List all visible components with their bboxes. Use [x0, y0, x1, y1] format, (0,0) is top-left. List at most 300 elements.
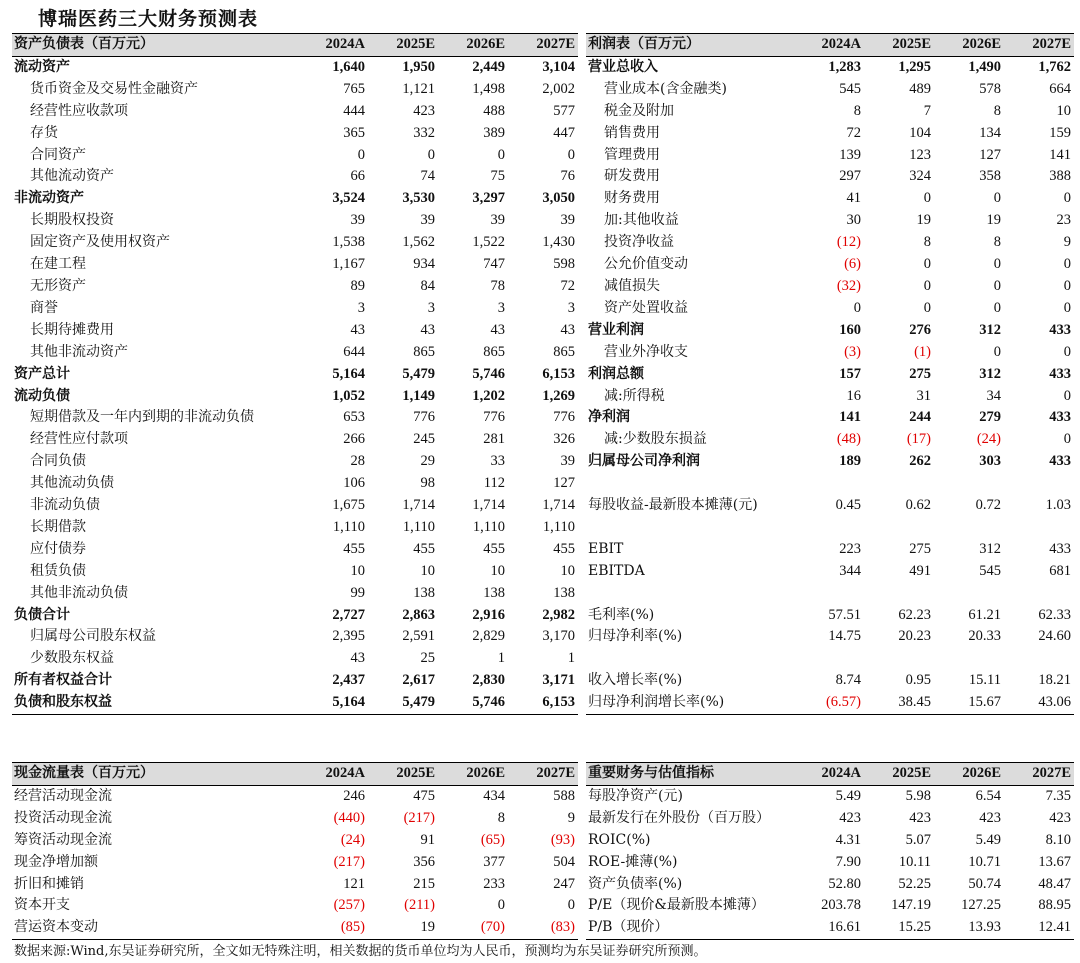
- table-row: [586, 166, 1074, 188]
- row-value: 5.07: [905, 831, 931, 848]
- row-value: 681: [1049, 562, 1071, 579]
- row-value: 324: [909, 168, 931, 185]
- row-value: 30: [846, 212, 861, 229]
- table-row: [12, 101, 578, 123]
- row-value: 5,164: [298, 692, 368, 714]
- row-label: 减值损失: [604, 277, 660, 294]
- table-row: [586, 852, 1074, 874]
- row-value: 16.61: [794, 917, 864, 939]
- row-value: 1,714: [402, 497, 435, 514]
- row-label: EBITDA: [588, 562, 645, 579]
- row-value: 423: [839, 809, 861, 826]
- row-value: 0: [993, 299, 1001, 316]
- row-value: 127.25: [961, 897, 1001, 914]
- row-value: 0: [357, 146, 365, 163]
- row-value: 244: [909, 409, 931, 426]
- row-value: 12.41: [1004, 917, 1074, 939]
- row-value: 3,297: [472, 190, 505, 207]
- row-value: 19: [986, 212, 1001, 229]
- row-value: 0: [567, 146, 575, 163]
- row-label: 非流动资产: [14, 190, 84, 207]
- table-header-row: [586, 34, 1074, 57]
- year-header: 2027E: [508, 763, 578, 786]
- row-label: 筹资活动现金流: [14, 831, 112, 848]
- table-row: [12, 298, 578, 320]
- row-label: 资产总计: [14, 365, 70, 382]
- row-value: 433: [1049, 321, 1071, 338]
- row-value: 0: [993, 190, 1001, 207]
- row-label: 其他流动资产: [30, 168, 114, 185]
- row-value: 545: [839, 80, 861, 97]
- year-header: 2026E: [438, 34, 508, 57]
- table-row: [12, 808, 578, 830]
- row-label: [586, 648, 794, 670]
- row-label: 加:其他收益: [604, 212, 679, 229]
- table-row: [12, 342, 578, 364]
- row-value: 0.62: [905, 497, 931, 514]
- row-value: 3,050: [542, 190, 575, 207]
- year-header: 2027E: [508, 34, 578, 57]
- row-value: 10.11: [898, 853, 931, 870]
- row-value: 455: [413, 540, 435, 557]
- row-value: 15.67: [934, 692, 1004, 714]
- table-row: [586, 670, 1074, 692]
- row-value: 433: [1049, 453, 1071, 470]
- row-value: 43: [490, 321, 505, 338]
- row-label: 固定资产及使用权资产: [30, 234, 170, 251]
- row-value: 475: [413, 787, 435, 804]
- row-value: 141: [1049, 146, 1071, 163]
- row-value: 43: [420, 321, 435, 338]
- row-label: P/B（现价）: [586, 917, 794, 939]
- row-value: 3,530: [402, 190, 435, 207]
- row-value: 0: [993, 343, 1001, 360]
- row-label: 现金净增加额: [14, 853, 98, 870]
- row-value: 455: [553, 540, 575, 557]
- row-value: 247: [553, 875, 575, 892]
- row-label: 归属母公司股东权益: [30, 628, 156, 645]
- row-value: 297: [839, 168, 861, 185]
- row-value: 545: [979, 562, 1001, 579]
- year-header: 2027E: [1004, 34, 1074, 57]
- income-statement-table: [586, 33, 1074, 715]
- row-value: 332: [413, 124, 435, 141]
- year-header: 2025E: [864, 763, 934, 786]
- row-value: 48.47: [1038, 875, 1071, 892]
- row-value: 0: [497, 897, 505, 914]
- row-value: 2,830: [472, 672, 505, 689]
- row-value: 598: [553, 256, 575, 273]
- row-label: 负债和股东权益: [12, 692, 298, 714]
- row-value: (440): [333, 809, 365, 826]
- row-label: 管理费用: [604, 146, 660, 163]
- row-value: 489: [909, 80, 931, 97]
- row-value: 2,916: [472, 606, 505, 623]
- row-value: 1,269: [542, 387, 575, 404]
- row-value: (85): [298, 917, 368, 939]
- row-label: 研发费用: [604, 168, 660, 185]
- row-label: 销售费用: [604, 124, 660, 141]
- row-value: 20.33: [968, 628, 1001, 645]
- row-value: 312: [979, 321, 1001, 338]
- row-label: 营业总收入: [588, 58, 658, 75]
- row-value: 433: [1049, 365, 1071, 382]
- table-row: [586, 429, 1074, 451]
- row-value: 1,714: [472, 497, 505, 514]
- row-value: 10: [490, 562, 505, 579]
- row-value: 2,395: [332, 628, 365, 645]
- row-value: [794, 648, 864, 670]
- row-value: 16: [846, 387, 861, 404]
- row-value: 865: [553, 343, 575, 360]
- row-value: 246: [343, 787, 365, 804]
- row-value: 377: [483, 853, 505, 870]
- table-row: [586, 188, 1074, 210]
- table-row: [586, 342, 1074, 364]
- row-value: 3,170: [542, 628, 575, 645]
- row-value: 112: [483, 475, 505, 492]
- table-row: [12, 56, 578, 78]
- table-header-title: 利润表（百万元）: [586, 34, 794, 57]
- row-value: 491: [909, 562, 931, 579]
- table-row: [12, 785, 578, 807]
- row-value: 106: [343, 475, 365, 492]
- row-label: 合同资产: [30, 146, 86, 163]
- row-label: ROE-摊薄(%): [588, 853, 678, 870]
- row-value: 0: [923, 190, 931, 207]
- row-value: 653: [343, 409, 365, 426]
- row-label: 经营活动现金流: [14, 787, 112, 804]
- row-value: 57.51: [828, 606, 861, 623]
- row-value: 98: [420, 475, 435, 492]
- row-value: 8: [923, 234, 931, 251]
- row-value: 9: [1063, 234, 1071, 251]
- table-row: [12, 561, 578, 583]
- row-value: 388: [1049, 168, 1071, 185]
- row-value: 99: [350, 584, 365, 601]
- table-row: [12, 605, 578, 627]
- table-row: [586, 917, 1074, 939]
- table-row: [12, 692, 578, 714]
- row-label: 应付债券: [30, 540, 86, 557]
- row-value: 5,746: [472, 365, 505, 382]
- row-value: 72: [560, 277, 575, 294]
- row-value: [794, 473, 864, 495]
- row-value: 6,153: [542, 365, 575, 382]
- row-value: 776: [553, 409, 575, 426]
- table-row: [586, 56, 1074, 78]
- year-header: 2026E: [438, 763, 508, 786]
- table-row: [12, 386, 578, 408]
- row-value: 203.78: [821, 897, 861, 914]
- row-value: 0: [1063, 343, 1071, 360]
- row-label: 最新发行在外股份（百万股）: [588, 809, 770, 826]
- row-value: 433: [1049, 540, 1071, 557]
- row-value: (65): [480, 831, 505, 848]
- row-value: 275: [909, 540, 931, 557]
- row-value: 588: [553, 787, 575, 804]
- row-value: 1,714: [542, 497, 575, 514]
- row-value: 276: [909, 321, 931, 338]
- row-value: 1,640: [332, 58, 365, 75]
- row-value: 1,522: [472, 234, 505, 251]
- row-value: 7: [923, 102, 931, 119]
- row-value: 2,982: [542, 606, 575, 623]
- row-value: 31: [916, 387, 931, 404]
- row-value: 5.49: [835, 787, 861, 804]
- row-label: 投资活动现金流: [14, 809, 112, 826]
- table-row: [586, 874, 1074, 896]
- row-value: 160: [839, 321, 861, 338]
- row-value: 157: [839, 365, 861, 382]
- row-value: 5,479: [402, 365, 435, 382]
- row-value: 423: [1049, 809, 1071, 826]
- row-label: 短期借款及一年内到期的非流动负债: [30, 409, 254, 426]
- row-value: 147.19: [891, 897, 931, 914]
- row-label: 归母净利率(%): [588, 628, 683, 645]
- row-label: 少数股东权益: [30, 650, 114, 667]
- row-value: (211): [404, 897, 435, 914]
- row-value: 7.90: [835, 853, 861, 870]
- row-value: 18.21: [1038, 672, 1071, 689]
- row-value: 3: [497, 299, 505, 316]
- row-label: 长期待摊费用: [30, 321, 114, 338]
- row-value: (17): [906, 431, 931, 448]
- row-label: 在建工程: [30, 256, 86, 273]
- table-row: [586, 407, 1074, 429]
- table-row: [586, 232, 1074, 254]
- row-value: 39: [420, 212, 435, 229]
- row-value: 281: [483, 431, 505, 448]
- cash-flow-table: [12, 762, 578, 940]
- row-value: 358: [979, 168, 1001, 185]
- year-header: 2024A: [298, 34, 368, 57]
- row-value: 1: [567, 650, 575, 667]
- row-label: 税金及附加: [604, 102, 674, 119]
- table-row: [586, 495, 1074, 517]
- row-value: 88.95: [1038, 897, 1071, 914]
- table-row: [12, 210, 578, 232]
- table-row: [586, 648, 1074, 670]
- row-value: 1,490: [968, 58, 1001, 75]
- row-value: 2,591: [402, 628, 435, 645]
- row-value: 76: [560, 168, 575, 185]
- row-value: 3,524: [332, 190, 365, 207]
- table-row: [586, 830, 1074, 852]
- row-label: 商誉: [30, 299, 58, 316]
- table-row: [586, 583, 1074, 605]
- row-value: 275: [909, 365, 931, 382]
- table-row: [12, 670, 578, 692]
- row-value: 2,437: [332, 672, 365, 689]
- balance-sheet-table: [12, 33, 578, 715]
- row-value: 3,104: [542, 58, 575, 75]
- row-value: 0.45: [835, 497, 861, 514]
- table-row: [586, 145, 1074, 167]
- row-value: [1004, 583, 1074, 605]
- row-value: (24): [976, 431, 1001, 448]
- table-header-title: 重要财务与估值指标: [586, 763, 794, 786]
- row-label: ROIC(%): [588, 831, 651, 848]
- row-value: 2,617: [402, 672, 435, 689]
- row-value: 104: [909, 124, 931, 141]
- row-value: 0: [1063, 299, 1071, 316]
- row-label: [586, 473, 794, 495]
- row-value: 20.23: [898, 628, 931, 645]
- row-value: 33: [490, 453, 505, 470]
- row-value: [934, 517, 1004, 539]
- row-value: 10: [350, 562, 365, 579]
- row-value: [1004, 517, 1074, 539]
- row-label: 减:少数股东损益: [604, 431, 707, 448]
- row-value: 74: [420, 168, 435, 185]
- row-value: 5.49: [975, 831, 1001, 848]
- row-label: 收入增长率(%): [588, 672, 683, 689]
- row-value: 1,121: [402, 80, 435, 97]
- table-row: [12, 276, 578, 298]
- row-value: 3: [567, 299, 575, 316]
- table-row: [12, 539, 578, 561]
- row-value: 43.06: [1004, 692, 1074, 714]
- row-label: 长期借款: [30, 518, 86, 535]
- row-value: 5,164: [332, 365, 365, 382]
- row-value: 2,863: [402, 606, 435, 623]
- row-value: 262: [909, 453, 931, 470]
- row-label: 每股净资产(元): [588, 787, 683, 804]
- row-value: 279: [979, 409, 1001, 426]
- row-value: [864, 583, 934, 605]
- row-value: 24.60: [1038, 628, 1071, 645]
- row-value: (257): [333, 897, 365, 914]
- row-value: 934: [413, 256, 435, 273]
- row-value: 0: [993, 277, 1001, 294]
- row-value: 8: [497, 809, 505, 826]
- table-header-row: [586, 763, 1074, 786]
- row-value: 7.35: [1045, 787, 1071, 804]
- row-value: 25: [420, 650, 435, 667]
- row-value: 245: [413, 431, 435, 448]
- data-source-note: 数据来源:Wind,东吴证券研究所，全文如无特殊注明，相关数据的货币单位均为人民币，预测均为东吴证券研究所预测。: [14, 944, 707, 959]
- row-value: 61.21: [968, 606, 1001, 623]
- table-row: [586, 364, 1074, 386]
- row-value: 1,110: [402, 518, 435, 535]
- row-value: 0: [1063, 387, 1071, 404]
- row-label: 资产负债率(%): [588, 875, 683, 892]
- row-value: 5.98: [905, 787, 931, 804]
- table-row: [12, 874, 578, 896]
- table-row: [12, 451, 578, 473]
- row-value: 356: [413, 853, 435, 870]
- row-value: [1004, 648, 1074, 670]
- row-value: 1,562: [402, 234, 435, 251]
- table-header-row: [12, 34, 578, 57]
- row-label: 毛利率(%): [588, 606, 655, 623]
- row-value: 1,295: [898, 58, 931, 75]
- row-value: 776: [483, 409, 505, 426]
- row-value: 0: [427, 146, 435, 163]
- row-value: 89: [350, 277, 365, 294]
- row-value: 9: [567, 809, 575, 826]
- row-label: 净利润: [588, 409, 630, 426]
- year-header: 2025E: [864, 34, 934, 57]
- row-label: 营运资本变动: [12, 917, 298, 939]
- year-header: 2027E: [1004, 763, 1074, 786]
- row-label: 财务费用: [604, 190, 660, 207]
- table-row: [586, 101, 1074, 123]
- table-row: [12, 495, 578, 517]
- row-value: 312: [979, 540, 1001, 557]
- table-row: [12, 123, 578, 145]
- row-value: 0.95: [905, 672, 931, 689]
- table-row: [586, 895, 1074, 917]
- table-row: [586, 320, 1074, 342]
- table-header-title: 现金流量表（百万元）: [12, 763, 298, 786]
- year-header: 2024A: [794, 34, 864, 57]
- row-value: (24): [340, 831, 365, 848]
- table-row: [12, 648, 578, 670]
- row-value: 1,110: [332, 518, 365, 535]
- valuation-table: [586, 762, 1074, 940]
- row-value: 23: [1056, 212, 1071, 229]
- row-value: 8: [993, 234, 1001, 251]
- row-value: 13.67: [1038, 853, 1071, 870]
- row-value: 13.93: [934, 917, 1004, 939]
- row-value: 577: [553, 102, 575, 119]
- row-label: 公允价值变动: [604, 256, 688, 273]
- row-value: 10: [1056, 102, 1071, 119]
- row-value: 2,727: [332, 606, 365, 623]
- year-header: 2024A: [794, 763, 864, 786]
- row-value: 1,202: [472, 387, 505, 404]
- row-value: 66: [350, 168, 365, 185]
- table-row: [586, 276, 1074, 298]
- row-value: 344: [839, 562, 861, 579]
- row-value: 8: [993, 102, 1001, 119]
- row-value: 1,110: [542, 518, 575, 535]
- row-value: 127: [979, 146, 1001, 163]
- row-value: 0.72: [975, 497, 1001, 514]
- row-label: 归母净利润增长率(%): [586, 692, 794, 714]
- row-value: 159: [1049, 124, 1071, 141]
- table-row: [586, 626, 1074, 648]
- row-value: 1,675: [332, 497, 365, 514]
- row-label: [586, 517, 794, 539]
- page-title: 博瑞医药三大财务预测表: [38, 8, 259, 30]
- row-value: 14.75: [828, 628, 861, 645]
- row-value: 2,002: [542, 80, 575, 97]
- table-row: [586, 79, 1074, 101]
- table-row: [586, 785, 1074, 807]
- row-value: 312: [979, 365, 1001, 382]
- row-value: [794, 583, 864, 605]
- table-row: [586, 386, 1074, 408]
- table-row: [586, 451, 1074, 473]
- table-row: [12, 429, 578, 451]
- row-value: 266: [343, 431, 365, 448]
- row-label: EBIT: [588, 540, 624, 557]
- row-value: 1.03: [1045, 497, 1071, 514]
- row-value: 1: [497, 650, 505, 667]
- row-value: 578: [979, 80, 1001, 97]
- table-row: [12, 320, 578, 342]
- row-label: 每股收益-最新股本摊薄(元): [588, 497, 758, 514]
- row-value: [864, 473, 934, 495]
- row-value: 123: [909, 146, 931, 163]
- year-header: 2025E: [368, 763, 438, 786]
- row-value: 29: [420, 453, 435, 470]
- row-value: 84: [420, 277, 435, 294]
- row-value: 664: [1049, 80, 1071, 97]
